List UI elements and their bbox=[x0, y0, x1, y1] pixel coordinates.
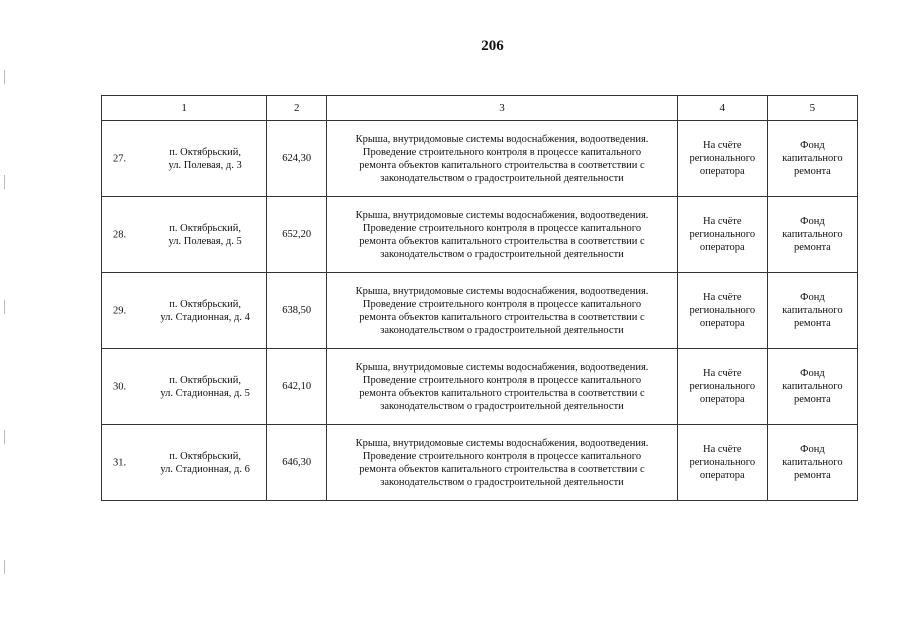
fund-line: Фонд bbox=[800, 444, 825, 455]
account-line: На счёте bbox=[703, 444, 742, 455]
fund-cell bbox=[767, 273, 857, 349]
address-line: п. Октябрьский, bbox=[169, 146, 241, 158]
address bbox=[152, 222, 258, 248]
area-cell: 624,30 bbox=[267, 121, 327, 197]
works-line: Проведение строительного контроля в процессе капитального bbox=[362, 298, 642, 310]
area-cell: 642,10 bbox=[267, 349, 327, 425]
table-row bbox=[102, 197, 858, 273]
account-line: оператора bbox=[699, 394, 745, 405]
table-header-row bbox=[102, 96, 858, 121]
fund-line: ремонта bbox=[794, 166, 831, 177]
account-line: оператора bbox=[699, 166, 745, 177]
fund-line: Фонд bbox=[800, 368, 825, 379]
area-cell: 638,50 bbox=[267, 273, 327, 349]
table-row bbox=[102, 121, 858, 197]
works-line: Крыша, внутридомовые системы водоснабжения, водоотведения. bbox=[355, 361, 649, 373]
row-number: 28. bbox=[113, 229, 127, 240]
works-line: ремонта объектов капитального строительства в соответствии с bbox=[359, 387, 645, 399]
address-line: п. Октябрьский, bbox=[169, 222, 241, 234]
account-line: регионального bbox=[689, 153, 756, 164]
scan-margin-mark bbox=[4, 560, 5, 574]
works-line: ремонта объектов капитального строительства в соответствии с bbox=[359, 159, 645, 171]
area-cell: 652,20 bbox=[267, 197, 327, 273]
works-line: Крыша, внутридомовые системы водоснабжения, водоотведения. bbox=[355, 209, 649, 221]
address-cell bbox=[102, 349, 267, 425]
works-line: Проведение строительного контроля в процессе капитального bbox=[362, 374, 642, 386]
column-header: 3 bbox=[327, 96, 677, 121]
fund-line: ремонта bbox=[794, 394, 831, 405]
address-line: ул. Стадионная, д. 4 bbox=[160, 311, 250, 323]
address-cell bbox=[102, 425, 267, 501]
column-header: 2 bbox=[267, 96, 327, 121]
column-header: 5 bbox=[767, 96, 857, 121]
account-line: оператора bbox=[699, 470, 745, 481]
address bbox=[152, 146, 258, 172]
account-cell bbox=[677, 197, 767, 273]
account-line: оператора bbox=[699, 242, 745, 253]
works-line: законодательством о градостроительной деятельности bbox=[380, 400, 624, 412]
address-line: ул. Полевая, д. 5 bbox=[168, 235, 242, 247]
fund-line: Фонд bbox=[800, 292, 825, 303]
scan-margin-mark bbox=[4, 175, 5, 189]
fund-cell bbox=[767, 349, 857, 425]
works-line: ремонта объектов капитального строительства в соответствии с bbox=[359, 235, 645, 247]
works-line: законодательством о градостроительной деятельности bbox=[380, 324, 624, 336]
fund-cell bbox=[767, 121, 857, 197]
works-line: Проведение строительного контроля в процессе капитального bbox=[362, 450, 642, 462]
works-line: Крыша, внутридомовые системы водоснабжения, водоотведения. bbox=[355, 133, 649, 145]
account-line: оператора bbox=[699, 318, 745, 329]
works-cell bbox=[327, 425, 677, 501]
account-line: На счёте bbox=[703, 368, 742, 379]
account-cell bbox=[677, 349, 767, 425]
works-line: Проведение строительного контроля в процессе капитального bbox=[362, 222, 642, 234]
row-number: 29. bbox=[113, 305, 127, 316]
works-line: Крыша, внутридомовые системы водоснабжения, водоотведения. bbox=[355, 437, 649, 449]
fund-line: капитального bbox=[782, 381, 843, 392]
account-line: регионального bbox=[689, 381, 756, 392]
address-line: ул. Стадионная, д. 6 bbox=[160, 463, 250, 475]
works-line: ремонта объектов капитального строительства в соответствии с bbox=[359, 463, 645, 475]
works-cell bbox=[327, 121, 677, 197]
row-number: 30. bbox=[113, 381, 127, 392]
scan-margin-mark bbox=[4, 70, 5, 84]
fund-line: капитального bbox=[782, 457, 843, 468]
fund-cell bbox=[767, 197, 857, 273]
column-header: 1 bbox=[102, 96, 267, 121]
table-row bbox=[102, 425, 858, 501]
row-number: 27. bbox=[113, 153, 127, 164]
works-line: законодательством о градостроительной деятельности bbox=[380, 248, 624, 260]
fund-line: ремонта bbox=[794, 318, 831, 329]
account-line: На счёте bbox=[703, 292, 742, 303]
works-cell bbox=[327, 273, 677, 349]
address-line: п. Октябрьский, bbox=[169, 450, 241, 462]
address bbox=[152, 374, 258, 400]
works-line: ремонта объектов капитального строительства в соответствии с bbox=[359, 311, 645, 323]
row-number: 31. bbox=[113, 457, 127, 468]
fund-line: капитального bbox=[782, 153, 843, 164]
page-number: 206 bbox=[481, 38, 504, 54]
repair-works-table bbox=[101, 95, 858, 501]
address-line: п. Октябрьский, bbox=[169, 298, 241, 310]
fund-line: Фонд bbox=[800, 216, 825, 227]
works-cell bbox=[327, 349, 677, 425]
account-cell bbox=[677, 121, 767, 197]
works-line: Проведение строительного контроля в процессе капитального bbox=[362, 146, 642, 158]
account-line: На счёте bbox=[703, 216, 742, 227]
works-cell bbox=[327, 197, 677, 273]
area-cell: 646,30 bbox=[267, 425, 327, 501]
account-line: На счёте bbox=[703, 140, 742, 151]
table-row bbox=[102, 349, 858, 425]
address bbox=[152, 450, 258, 476]
account-cell bbox=[677, 425, 767, 501]
account-line: регионального bbox=[689, 229, 756, 240]
fund-line: ремонта bbox=[794, 242, 831, 253]
address bbox=[152, 298, 258, 324]
column-header: 4 bbox=[677, 96, 767, 121]
account-line: регионального bbox=[689, 457, 756, 468]
scan-margin-mark bbox=[4, 430, 5, 444]
fund-line: ремонта bbox=[794, 470, 831, 481]
fund-line: Фонд bbox=[800, 140, 825, 151]
works-line: Крыша, внутридомовые системы водоснабжения, водоотведения. bbox=[355, 285, 649, 297]
fund-line: капитального bbox=[782, 229, 843, 240]
fund-cell bbox=[767, 425, 857, 501]
address-line: п. Октябрьский, bbox=[169, 374, 241, 386]
address-cell bbox=[102, 121, 267, 197]
address-cell bbox=[102, 273, 267, 349]
works-line: законодательством о градостроительной деятельности bbox=[380, 476, 624, 488]
works-line: законодательством о градостроительной деятельности bbox=[380, 172, 624, 184]
fund-line: капитального bbox=[782, 305, 843, 316]
scan-margin-mark bbox=[4, 300, 5, 314]
address-line: ул. Полевая, д. 3 bbox=[168, 159, 242, 171]
table-row bbox=[102, 273, 858, 349]
account-line: регионального bbox=[689, 305, 756, 316]
address-line: ул. Стадионная, д. 5 bbox=[160, 387, 250, 399]
address-cell bbox=[102, 197, 267, 273]
account-cell bbox=[677, 273, 767, 349]
